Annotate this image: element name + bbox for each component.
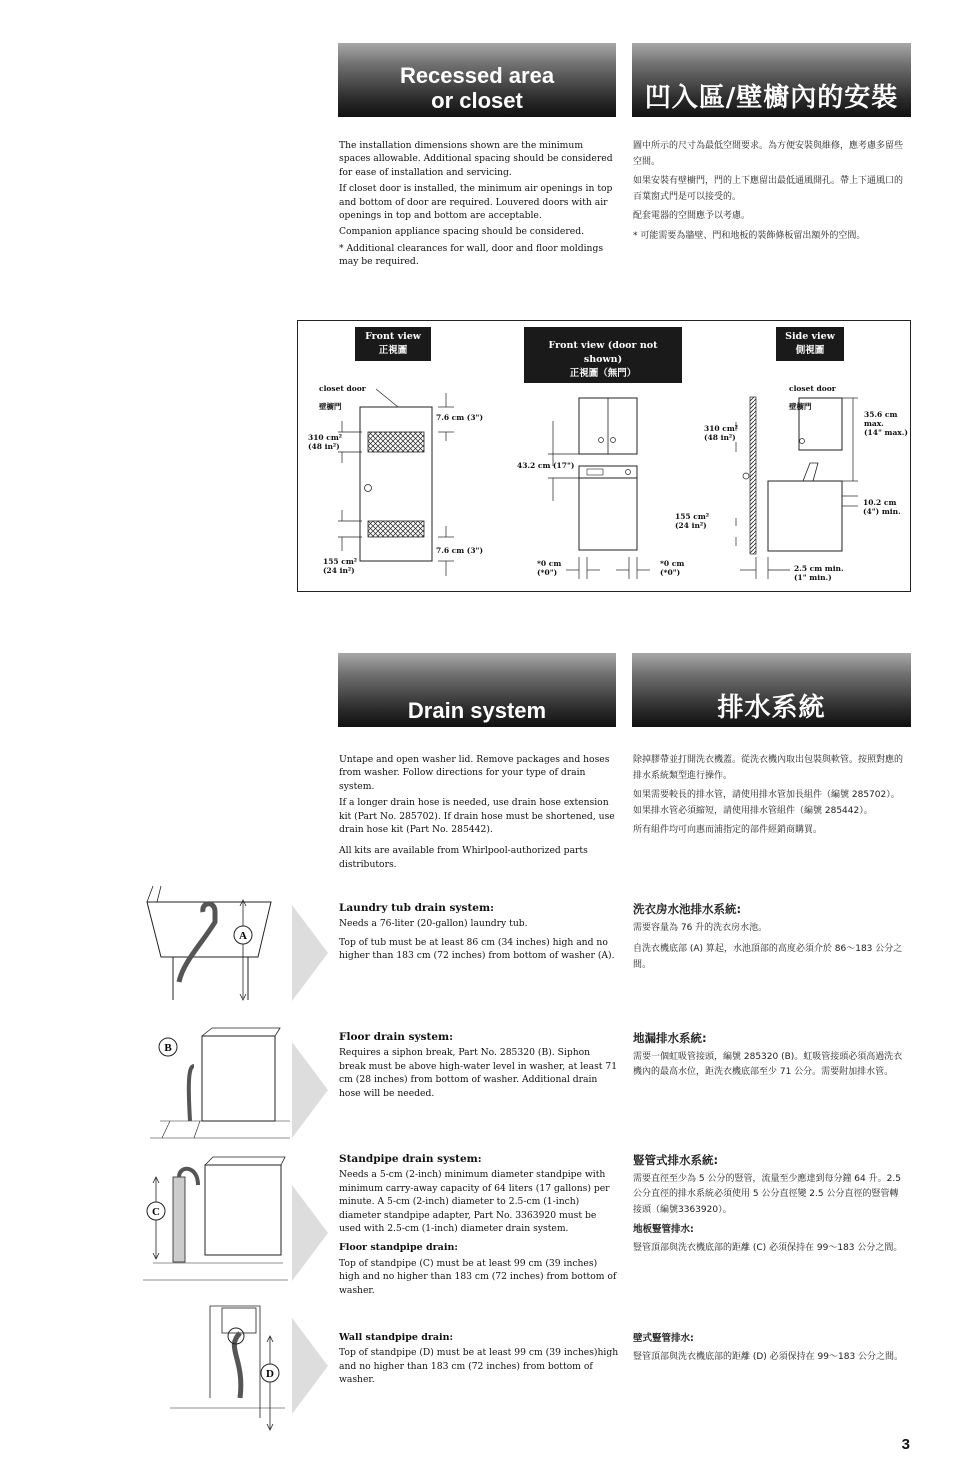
closet-door-cn: 壁櫥門 bbox=[789, 402, 812, 411]
floor-drain-p1-cn: 需要一個虹吸管接頭，編號 285320 (B)。虹吸管接頭必須高過洗衣機內的最高水位，距洗衣機底部至少 71 公分。需要附加排水管。 bbox=[633, 1051, 903, 1077]
drain-cn-para: 除掉膠帶並打開洗衣機蓋。從洗衣機內取出包裝與軟管。按照對應的排水系統類型進行操作。 bbox=[633, 755, 904, 781]
laundry-tub-heading: Laundry tub drain system: bbox=[339, 902, 494, 914]
standpipe-heading-cn: 豎管式排水系統: bbox=[633, 1153, 719, 1167]
label-a: A bbox=[239, 930, 247, 942]
laundry-tub-heading-cn: 洗衣房水池排水系統: bbox=[633, 902, 742, 916]
recessed-en-para: Companion appliance spacing should be considered. bbox=[339, 226, 585, 238]
closet-door-en: closet door bbox=[319, 384, 366, 393]
standpipe-heading: Standpipe drain system: bbox=[339, 1153, 482, 1165]
wall-standpipe-p1: Top of standpipe (D) must be at least 99 cm (39 inches)high and no higher than 183 cm (72 inches) from bottom of washer. bbox=[339, 1347, 619, 1386]
front-view-nodoor-en: Front view (door not shown) bbox=[548, 340, 658, 365]
side-top-area-label: 310 cm² (48 in²) bbox=[704, 424, 739, 442]
closet-door-label-front bbox=[319, 375, 366, 411]
top-area-label: 310 cm² (48 in²) bbox=[308, 433, 343, 451]
side-view-en: Side view bbox=[785, 331, 835, 342]
label-b: B bbox=[164, 1042, 172, 1054]
side-25-label: 2.5 cm min. (1" min.) bbox=[794, 564, 844, 582]
floor-drain-cn bbox=[633, 1031, 905, 1085]
standpipe-cn bbox=[633, 1153, 905, 1260]
laundry-tub-p1: Needs a 76-liter (20-gallon) laundry tub. bbox=[339, 918, 528, 930]
floor-standpipe-heading: Floor standpipe drain: bbox=[339, 1242, 458, 1254]
recessed-text-en bbox=[339, 139, 615, 272]
recessed-cn-para: * 可能需要為牆壁、門和地板的裝飾條板留出額外的空間。 bbox=[633, 230, 866, 241]
standpipe-p1: Needs a 5-cm (2-inch) minimum diameter standpipe with minimum carry-away capacity of 64 liters (17 gallons) per minute. A 5-cm (2-inch) diameter to 2.5-cm (1-inch) diameter standpipe adapter, Part No. 3363920 must be used with 2.5-cm (1-inch) diameter drain system. bbox=[339, 1169, 610, 1235]
pointer-arrow-icon bbox=[292, 1185, 328, 1281]
label-d: D bbox=[266, 1368, 274, 1380]
front-view-nodoor-cn: 正視圖（無門） bbox=[569, 368, 637, 379]
side-view-label bbox=[776, 327, 844, 361]
side-102-label: 10.2 cm (4") min. bbox=[863, 498, 901, 516]
floor-drain-heading-cn: 地漏排水系統: bbox=[633, 1031, 707, 1045]
pointer-arrow-icon bbox=[292, 1318, 328, 1414]
recessed-text-cn bbox=[633, 139, 903, 248]
side-356-label: 35.6 cm max. (14" max.) bbox=[864, 410, 908, 437]
drain-title-cn: 排水系統 bbox=[717, 693, 826, 723]
wall-standpipe-cn bbox=[633, 1331, 905, 1369]
side-bottom-area-label: 155 cm² (24 in²) bbox=[675, 512, 710, 530]
front-view-cn: 正視圖 bbox=[378, 345, 408, 356]
laundry-tub-en bbox=[339, 902, 619, 966]
page-number: 3 bbox=[901, 1436, 910, 1453]
recessed-title-en-banner bbox=[338, 43, 616, 117]
laundry-tub-p2: Top of tub must be at least 86 cm (34 inches) high and no higher than 183 cm (72 inches) from bottom of washer (A). bbox=[339, 936, 615, 962]
bottom-area-label: 155 cm² (24 in²) bbox=[323, 557, 358, 575]
wall-standpipe-heading-cn: 壁式豎管排水: bbox=[633, 1333, 694, 1344]
drain-text-cn bbox=[633, 753, 905, 843]
standpipe-p2: Top of standpipe (C) must be at least 99 cm (39 inches) high and no higher than 183 cm (72 inches) from bottom of washer. bbox=[339, 1257, 617, 1296]
recessed-title-cn: 凹入區/壁櫥內的安裝 bbox=[644, 83, 899, 113]
drain-title-en-banner bbox=[338, 653, 616, 727]
recessed-cn-para: 配套電器的空間應予以考慮。 bbox=[633, 211, 751, 221]
drain-cn-para: 如果需要較長的排水管，請使用排水管加長組件（編號 285702）。如果排水管必須縮短，請使用排水管組件（編號 285442）。 bbox=[633, 790, 900, 816]
floor-standpipe-heading-cn: 地板豎管排水: bbox=[633, 1224, 694, 1235]
gap-top-label: 7.6 cm (3") bbox=[436, 413, 483, 422]
standpipe-p1-cn: 需要直徑至少為 5 公分的豎管，流量至少應達到每分鐘 64 升。2.5 公分直徑的排水系統必須使用 5 公分直徑變 2.5 公分直徑的豎管轉接頭（編號3363920）。 bbox=[633, 1173, 901, 1215]
gap-bottom-label: 7.6 cm (3") bbox=[436, 546, 483, 555]
side-view-cn: 側視圖 bbox=[795, 345, 825, 356]
standpipe-en bbox=[339, 1153, 619, 1300]
pointer-arrow-icon bbox=[292, 905, 328, 1001]
standpipe-illustration bbox=[143, 1155, 288, 1285]
floor-drain-en bbox=[339, 1031, 619, 1103]
wall-standpipe-en bbox=[339, 1331, 619, 1390]
floor-drain-heading: Floor drain system: bbox=[339, 1031, 454, 1043]
height-label: 43.2 cm (17") bbox=[517, 461, 575, 470]
laundry-tub-cn bbox=[633, 902, 905, 977]
front-view-en: Front view bbox=[365, 331, 421, 342]
floor-drain-illustration bbox=[150, 1026, 290, 1141]
installation-diagram bbox=[297, 320, 911, 592]
closet-door-en: closet door bbox=[789, 384, 836, 393]
pointer-arrow-icon bbox=[292, 1042, 328, 1138]
wall-standpipe-heading: Wall standpipe drain: bbox=[339, 1332, 454, 1343]
drain-text-en bbox=[339, 753, 617, 874]
drain-cn-para: 所有組件均可向惠而浦指定的部件經銷商購買。 bbox=[633, 825, 823, 835]
closet-door-label-side bbox=[789, 375, 836, 411]
zero-right-label: *0 cm (*0") bbox=[660, 559, 685, 577]
drain-title-en: Drain system bbox=[407, 698, 547, 723]
wall-standpipe-illustration bbox=[170, 1298, 285, 1433]
drain-en-para: Untape and open washer lid. Remove packages and hoses from washer. Follow directions for your type of drain system. bbox=[339, 754, 610, 792]
wall-standpipe-p1-cn: 豎管頂部與洗衣機底部的距離 (D) 必須保持在 99～183 公分之間。 bbox=[633, 1351, 904, 1362]
label-c: C bbox=[152, 1206, 160, 1218]
recessed-cn-para: 圖中所示的尺寸為最低空間要求。為方便安裝與維修，應考慮多留些空間。 bbox=[633, 141, 904, 167]
recessed-title-cn-banner bbox=[632, 43, 911, 117]
recessed-en-para: If closet door is installed, the minimum air openings in top and bottom of door are required. Louvered doors with air openings in top and bottom are acceptable. bbox=[339, 183, 613, 222]
recessed-en-para: The installation dimensions shown are the minimum spaces allowable. Additional spacing should be considered for ease of installation and servicing. bbox=[339, 140, 613, 178]
front-view-label bbox=[355, 327, 431, 361]
drain-en-para: If a longer drain hose is needed, use drain hose extension kit (Part No. 285702). If drain hose must be shortened, use drain hose kit (Part No. 285442). bbox=[339, 797, 615, 836]
recessed-cn-para: 如果安裝有壁櫥門，門的上下應留出最低通風開孔。帶上下通風口的百葉窗式門是可以接受的。 bbox=[633, 176, 904, 202]
front-view-nodoor-label bbox=[524, 327, 682, 383]
recessed-en-para: * Additional clearances for wall, door and floor moldings may be required. bbox=[339, 242, 604, 268]
closet-door-cn: 壁櫥門 bbox=[319, 402, 342, 411]
floor-drain-p1: Requires a siphon break, Part No. 285320 (B). Siphon break must be above high-water level in washer, at least 71 cm (28 inches) from bottom of washer. Additional drain hose will be needed. bbox=[339, 1047, 618, 1099]
drain-en-para: All kits are available from Whirlpool-authorized parts distributors. bbox=[339, 845, 588, 870]
laundry-tub-p1-cn: 需要容量為 76 升的洗衣房水池。 bbox=[633, 922, 768, 933]
laundry-tub-illustration bbox=[143, 882, 283, 1002]
drain-title-cn-banner bbox=[632, 653, 911, 727]
standpipe-p2-cn: 豎管頂部與洗衣機底部的距離 (C) 必須保持在 99～183 公分之間。 bbox=[633, 1242, 903, 1253]
recessed-title-en: Recessed area or closet bbox=[399, 63, 555, 113]
laundry-tub-p2-cn: 自洗衣機底部 (A) 算起，水池頂部的高度必須介於 86～183 公分之間。 bbox=[633, 944, 903, 970]
zero-left-label: *0 cm (*0") bbox=[537, 559, 562, 577]
